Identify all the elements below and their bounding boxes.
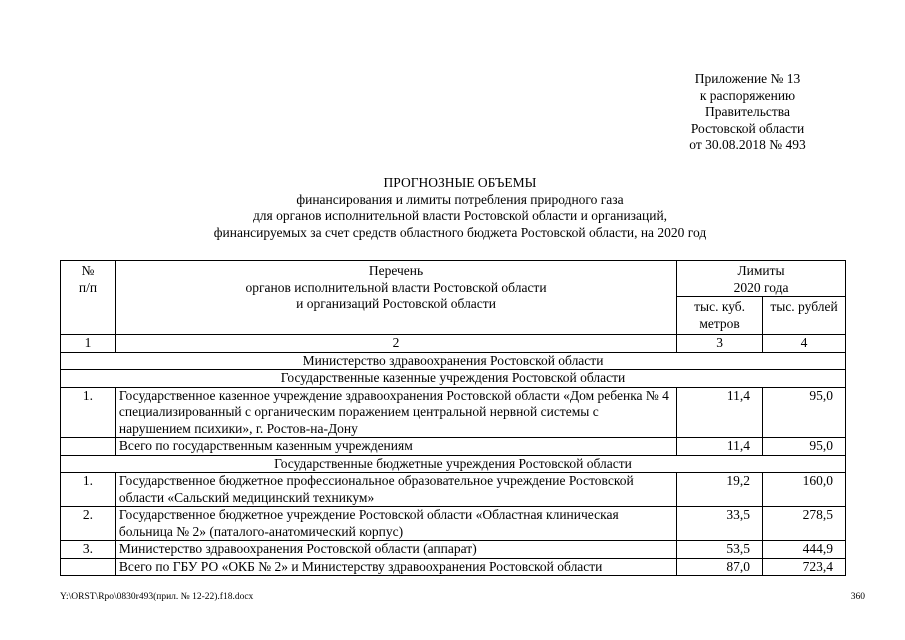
heading-line: финансирования и лимиты потребления природного газа — [296, 191, 624, 207]
page-number: 360 — [850, 592, 865, 602]
row-rubles: 160,0 — [763, 473, 846, 507]
column-numbers-row — [61, 335, 846, 353]
total-rubles: 723,4 — [763, 558, 846, 576]
section-title: Государственные казенные учреждения Ростовской области — [61, 370, 846, 388]
total-name: Всего по государственным казенным учреждениям — [115, 438, 676, 456]
table-row — [61, 507, 846, 541]
appendix-block — [660, 71, 835, 154]
row-rubles: 444,9 — [763, 541, 846, 559]
total-row — [61, 558, 846, 576]
col-number: 1 — [61, 335, 116, 353]
appendix-line: к распоряжению — [699, 87, 796, 103]
row-num: 1. — [61, 473, 116, 507]
header-list: Перечень органов исполнительной власти Ростовской области и организаций Ростовской области — [115, 261, 676, 335]
total-cubic: 11,4 — [677, 438, 763, 456]
col-number: 2 — [115, 335, 676, 353]
row-cubic: 19,2 — [677, 473, 763, 507]
appendix-line: Ростовской области — [690, 120, 805, 136]
total-name: Всего по ГБУ РО «ОКБ № 2» и Министерству здравоохранения Ростовской области — [115, 558, 676, 576]
row-name: Государственное бюджетное учреждение Ростовской области «Областная клиническая больница № 2» (паталого-анатомический корпус) — [115, 507, 676, 541]
appendix-line: Приложение № 13 — [694, 71, 801, 86]
row-rubles: 278,5 — [763, 507, 846, 541]
row-name: Государственное казенное учреждение здравоохранения Ростовской области «Дом ребенка № 4 специализированный с органическим поражением центральной нервной системы с нарушением психики», г. Ростов-на-Дону — [115, 387, 676, 438]
col-number: 4 — [763, 335, 846, 353]
ministry-row — [61, 352, 846, 370]
header-rubles: тыс. рублей — [763, 297, 846, 335]
row-name: Министерство здравоохранения Ростовской области (аппарат) — [115, 541, 676, 559]
total-cubic: 87,0 — [677, 558, 763, 576]
row-cubic: 33,5 — [677, 507, 763, 541]
total-rubles: 95,0 — [763, 438, 846, 456]
row-cubic: 11,4 — [677, 387, 763, 438]
row-rubles: 95,0 — [763, 387, 846, 438]
section-title: Государственные бюджетные учреждения Ростовской области — [61, 455, 846, 473]
heading-line: финансируемых за счет средств областного бюджета Ростовской области, на 2020 год — [213, 224, 707, 240]
header-num: № п/п — [61, 261, 116, 335]
row-cubic: 53,5 — [677, 541, 763, 559]
header-cubic: тыс. куб. метров — [677, 297, 763, 335]
section-row — [61, 370, 846, 388]
header-limits: Лимиты 2020 года — [677, 261, 846, 297]
row-num: 3. — [61, 541, 116, 559]
appendix-line: Правительства — [705, 104, 790, 119]
row-num: 2. — [61, 507, 116, 541]
row-num: 1. — [61, 387, 116, 438]
ministry-title: Министерство здравоохранения Ростовской области — [61, 352, 846, 370]
footer-file-path: Y:\ORST\Rpo\0830r493(прил. № 12-22).f18.docx — [60, 592, 254, 602]
col-number: 3 — [677, 335, 763, 353]
document-heading — [60, 175, 860, 241]
limits-table — [60, 260, 846, 576]
total-row — [61, 438, 846, 456]
table-row — [61, 387, 846, 438]
table-row — [61, 541, 846, 559]
table-header-row — [61, 261, 846, 297]
table-row — [61, 473, 846, 507]
row-num — [61, 438, 116, 456]
appendix-line: от 30.08.2018 № 493 — [689, 137, 806, 152]
section-row — [61, 455, 846, 473]
heading-title: ПРОГНОЗНЫЕ ОБЪЕМЫ — [383, 175, 537, 190]
row-num — [61, 558, 116, 576]
heading-line: для органов исполнительной власти Ростовской области и организаций, — [252, 208, 668, 223]
row-name: Государственное бюджетное профессиональное образовательное учреждение Ростовской области «Сальский медицинский техникум» — [115, 473, 676, 507]
